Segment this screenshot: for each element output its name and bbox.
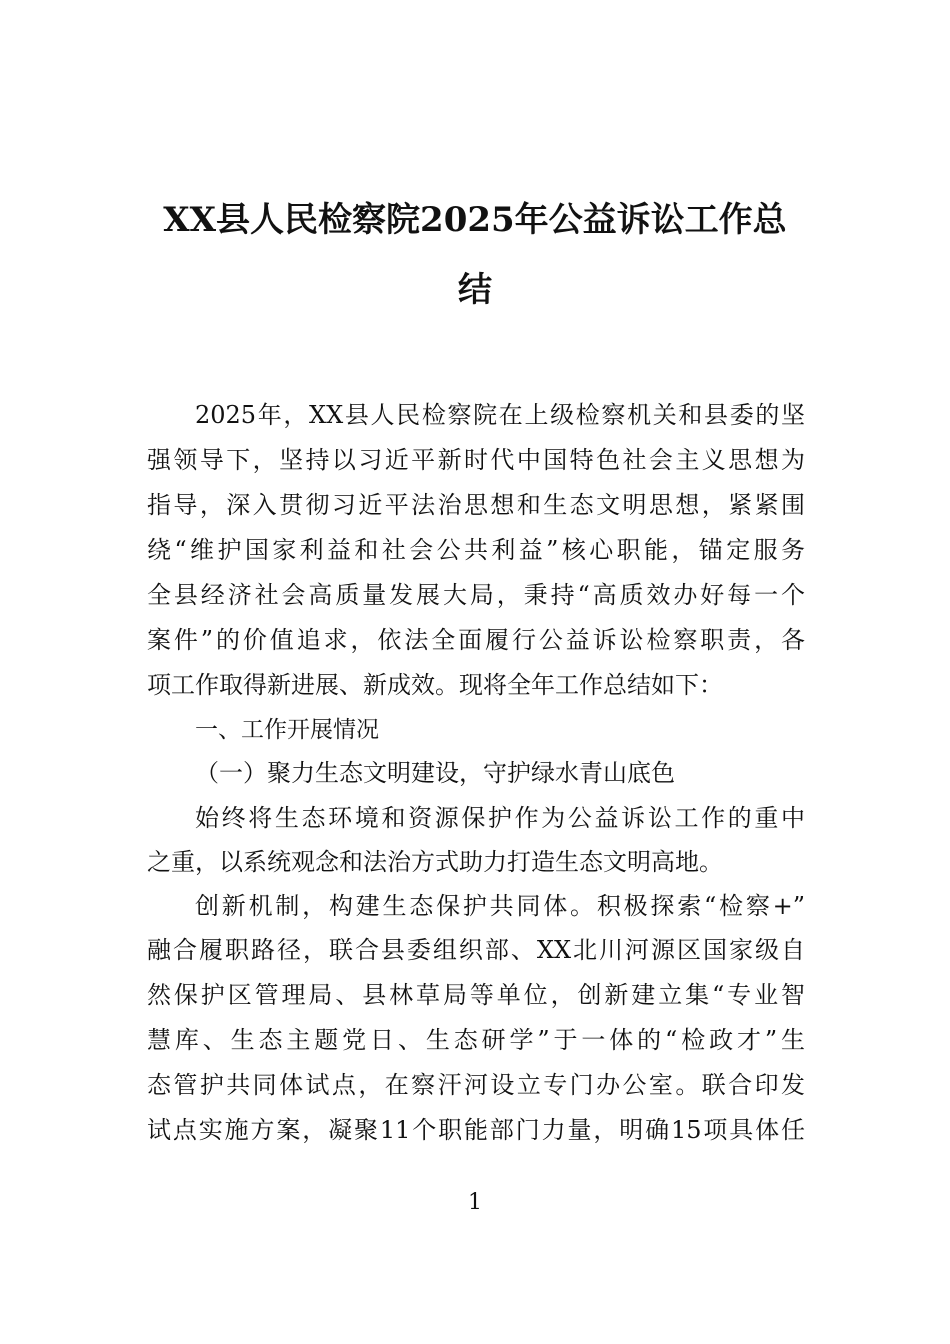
body-text-line: 强领导下，坚持以习近平新时代中国特色社会主义思想为 [147,446,805,474]
subsection-heading: （一）聚力生态文明建设，守护绿水青山底色 [195,759,675,787]
body-text-line: 始终将生态环境和资源保护作为公益诉讼工作的重中 [195,804,805,832]
body-text-line: 慧库、生态主题党日、生态研学”于一体的“检政才”生 [147,1026,805,1054]
body-text-line: 绕“维护国家利益和社会公共利益”核心职能，锚定服务 [147,536,805,564]
body-text-line: 项工作取得新进展、新成效。现将全年工作总结如下： [147,671,723,699]
body-text-line: 案件”的价值追求，依法全面履行公益诉讼检察职责，各 [147,626,805,654]
section-heading: 一、工作开展情况 [195,717,379,743]
title-line-2: 结 [458,270,492,310]
body-text-line: 创新机制，构建生态保护共同体。积极探索“检察+” [195,892,805,920]
title-line-1: XX县人民检察院2025年公益诉讼工作总 [163,200,787,240]
page-number: 1 [468,1190,482,1215]
body-text-line: 指导，深入贯彻习近平法治思想和生态文明思想，紧紧围 [147,491,805,519]
body-text-line: 全县经济社会高质量发展大局，秉持“高质效办好每一个 [147,581,805,609]
body-text-line: 试点实施方案，凝聚11个职能部门力量，明确15项具体任 [147,1116,805,1144]
body-text-line: 之重，以系统观念和法治方式助力打造生态文明高地。 [147,848,723,876]
body-text-line: 融合履职路径，联合县委组织部、XX北川河源区国家级自 [147,936,805,964]
body-text-line: 2025年，XX县人民检察院在上级检察机关和县委的坚 [195,401,805,429]
body-text-line: 然保护区管理局、县林草局等单位，创新建立集“专业智 [147,981,805,1009]
body-text-line: 态管护共同体试点，在察汗河设立专门办公室。联合印发 [147,1071,805,1099]
